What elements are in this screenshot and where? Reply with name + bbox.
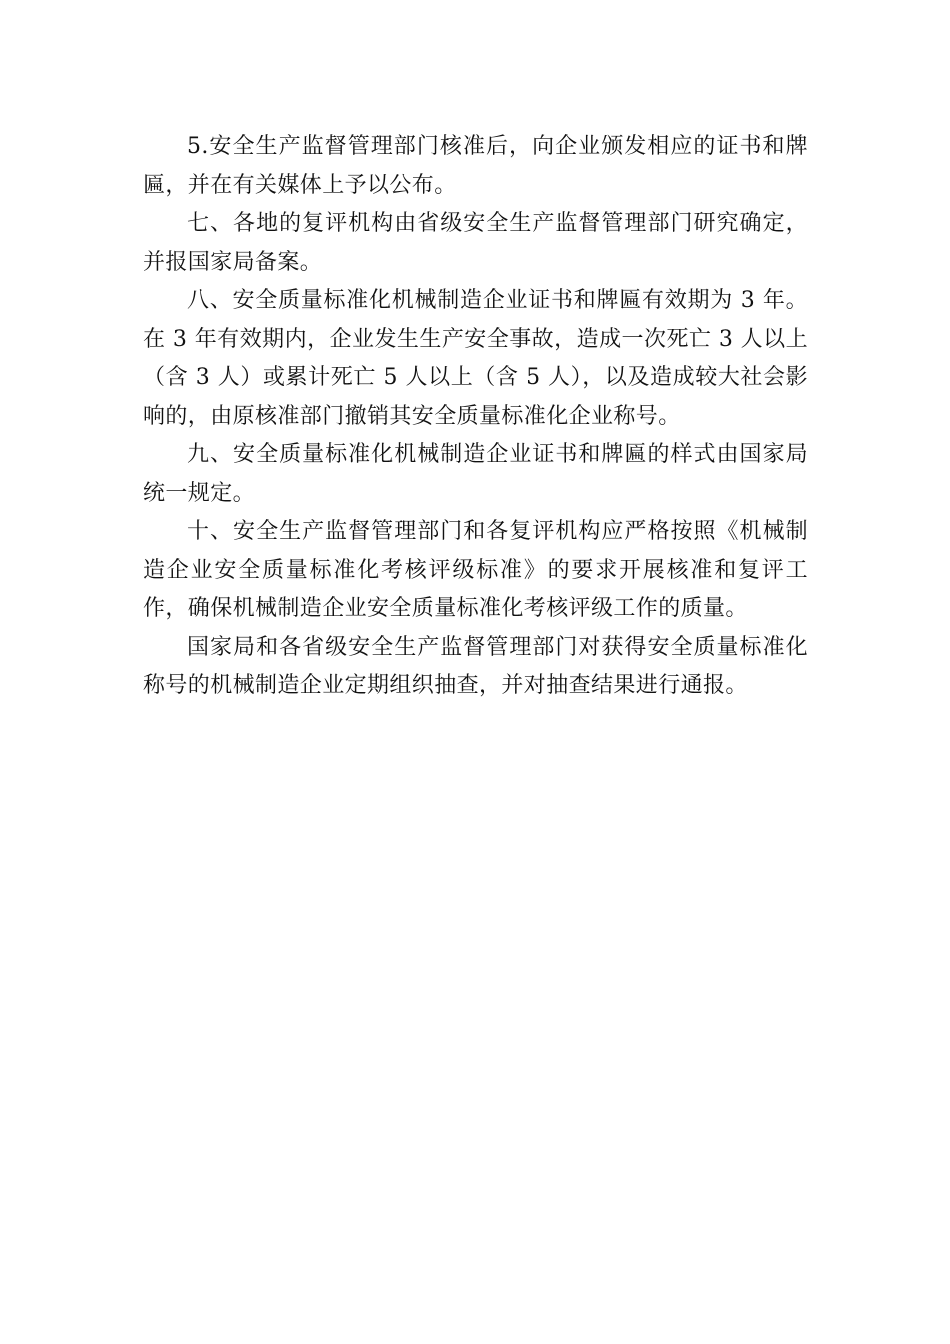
paragraph-review-standards: 十、安全生产监督管理部门和各复评机构应严格按照《机械制造企业安全质量标准化考核评级标准》的要求开展核准和复评工作，确保机械制造企业安全质量标准化考核评级工作的质量。 [143, 519, 808, 621]
paragraph-review-institutions: 七、各地的复评机构由省级安全生产监督管理部门研究确定，并报国家局备案。 [143, 211, 808, 275]
paragraph-certificate-issuance: 5.安全生产监督管理部门核准后，向企业颁发相应的证书和牌匾，并在有关媒体上予以公布。 [143, 134, 808, 198]
paragraph-certificate-style: 九、安全质量标准化机械制造企业证书和牌匾的样式由国家局统一规定。 [143, 442, 808, 506]
paragraph-validity-period: 八、安全质量标准化机械制造企业证书和牌匾有效期为 3 年。在 3 年有效期内，企业发生生产安全事故，造成一次死亡 3 人以上（含 3 人）或累计死亡 5 人以上（含 5 人），以及造成较大社会影响的，由原核准部门撤销其安全质量标准化企业称号。 [143, 288, 808, 429]
paragraph-spot-checks: 国家局和各省级安全生产监督管理部门对获得安全质量标准化称号的机械制造企业定期组织抽查，并对抽查结果进行通报。 [143, 634, 808, 698]
document-body [143, 128, 808, 706]
